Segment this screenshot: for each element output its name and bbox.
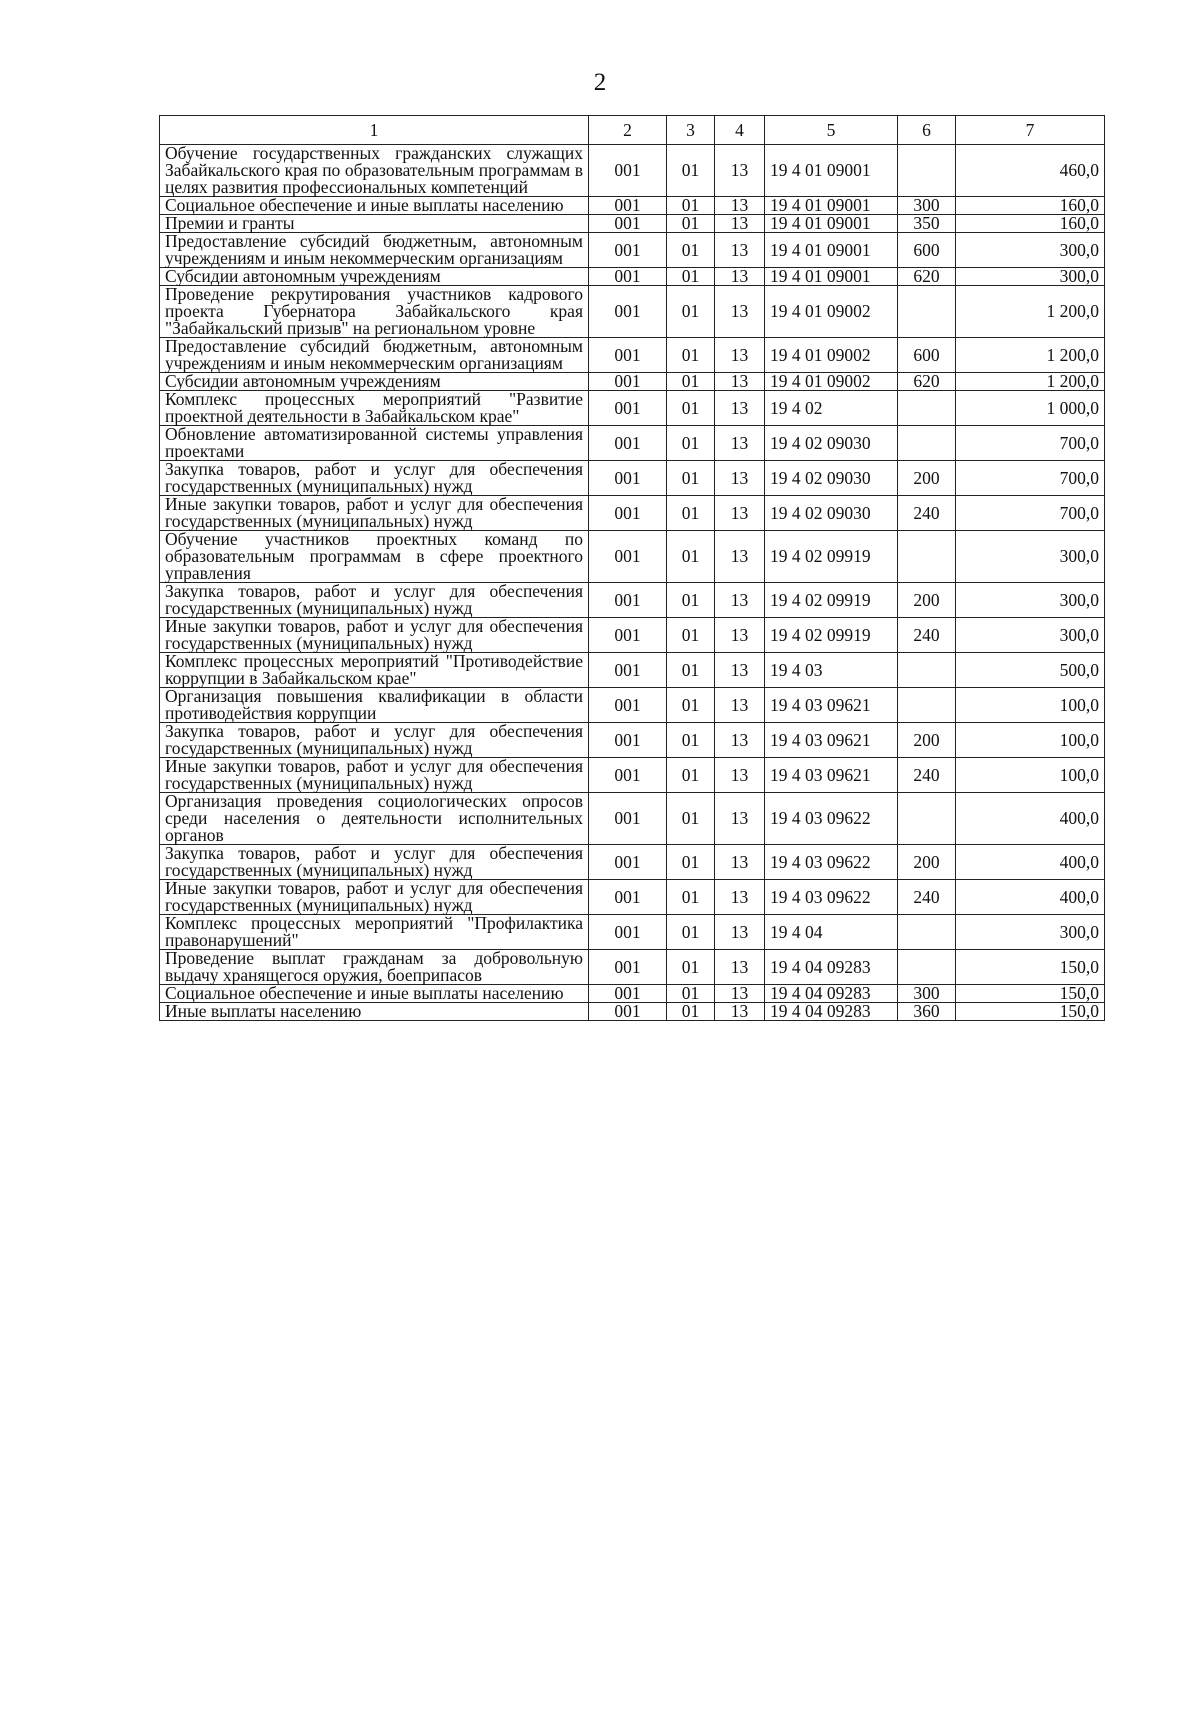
section-code-cell: 01 [667, 391, 715, 426]
table-row [160, 461, 1105, 496]
section-code-cell: 01 [667, 373, 715, 391]
chapter-code-cell: 001 [589, 338, 667, 373]
amount-cell: 300,0 [956, 268, 1105, 286]
table-row [160, 233, 1105, 268]
section-code-cell: 01 [667, 426, 715, 461]
chapter-code-cell: 001 [589, 145, 667, 197]
subsection-code-cell: 13 [715, 758, 765, 793]
table-row [160, 880, 1105, 915]
chapter-code-cell: 001 [589, 950, 667, 985]
section-code-cell: 01 [667, 583, 715, 618]
target-article-cell: 19 4 03 09622 [765, 845, 898, 880]
subsection-code-cell: 13 [715, 845, 765, 880]
budget-table [159, 115, 1105, 1021]
section-code-cell: 01 [667, 145, 715, 197]
section-code-cell: 01 [667, 880, 715, 915]
row-name-cell: Субсидии автономным учреждениям [160, 373, 589, 391]
chapter-code-cell: 001 [589, 197, 667, 215]
section-code-cell: 01 [667, 1003, 715, 1021]
section-code-cell: 01 [667, 758, 715, 793]
section-code-cell: 01 [667, 531, 715, 583]
table-row [160, 845, 1105, 880]
section-code-cell: 01 [667, 950, 715, 985]
table-row [160, 688, 1105, 723]
subsection-code-cell: 13 [715, 950, 765, 985]
chapter-code-cell: 001 [589, 880, 667, 915]
subsection-code-cell: 13 [715, 496, 765, 531]
chapter-code-cell: 001 [589, 985, 667, 1003]
amount-cell: 160,0 [956, 197, 1105, 215]
subsection-code-cell: 13 [715, 618, 765, 653]
subsection-code-cell: 13 [715, 233, 765, 268]
section-code-cell: 01 [667, 197, 715, 215]
row-name-cell: Проведение рекрутирования участников кадрового проекта Губернатора Забайкальского края "Забайкальский призыв" на региональном уровне [160, 286, 589, 338]
row-name-cell: Обучение участников проектных команд по образовательным программам в сфере проектного управления [160, 531, 589, 583]
section-code-cell: 01 [667, 688, 715, 723]
section-code-cell: 01 [667, 338, 715, 373]
expense-type-cell [898, 950, 956, 985]
subsection-code-cell: 13 [715, 723, 765, 758]
expense-type-cell: 200 [898, 845, 956, 880]
chapter-code-cell: 001 [589, 653, 667, 688]
table-row [160, 723, 1105, 758]
row-name-cell: Закупка товаров, работ и услуг для обеспечения государственных (муниципальных) нужд [160, 583, 589, 618]
subsection-code-cell: 13 [715, 583, 765, 618]
target-article-cell: 19 4 01 09002 [765, 373, 898, 391]
amount-cell: 400,0 [956, 793, 1105, 845]
table-row [160, 391, 1105, 426]
chapter-code-cell: 001 [589, 1003, 667, 1021]
target-article-cell: 19 4 03 09621 [765, 723, 898, 758]
chapter-code-cell: 001 [589, 233, 667, 268]
target-article-cell: 19 4 04 [765, 915, 898, 950]
target-article-cell: 19 4 04 09283 [765, 985, 898, 1003]
section-code-cell: 01 [667, 723, 715, 758]
chapter-code-cell: 001 [589, 758, 667, 793]
chapter-code-cell: 001 [589, 426, 667, 461]
chapter-code-cell: 001 [589, 688, 667, 723]
amount-cell: 300,0 [956, 583, 1105, 618]
table-row [160, 426, 1105, 461]
row-name-cell: Комплекс процессных мероприятий "Профилактика правонарушений" [160, 915, 589, 950]
subsection-code-cell: 13 [715, 373, 765, 391]
table-row [160, 950, 1105, 985]
target-article-cell: 19 4 02 09030 [765, 426, 898, 461]
row-name-cell: Предоставление субсидий бюджетным, автономным учреждениям и иным некоммерческим организациям [160, 338, 589, 373]
chapter-code-cell: 001 [589, 531, 667, 583]
column-header-1: 1 [160, 116, 589, 145]
amount-cell: 500,0 [956, 653, 1105, 688]
row-name-cell: Премии и гранты [160, 215, 589, 233]
chapter-code-cell: 001 [589, 915, 667, 950]
expense-type-cell [898, 391, 956, 426]
amount-cell: 460,0 [956, 145, 1105, 197]
target-article-cell: 19 4 01 09001 [765, 145, 898, 197]
chapter-code-cell: 001 [589, 618, 667, 653]
amount-cell: 300,0 [956, 531, 1105, 583]
expense-type-cell: 240 [898, 618, 956, 653]
column-header-4: 4 [715, 116, 765, 145]
section-code-cell: 01 [667, 985, 715, 1003]
table-row [160, 373, 1105, 391]
amount-cell: 400,0 [956, 845, 1105, 880]
amount-cell: 700,0 [956, 426, 1105, 461]
table-row [160, 268, 1105, 286]
subsection-code-cell: 13 [715, 1003, 765, 1021]
subsection-code-cell: 13 [715, 985, 765, 1003]
subsection-code-cell: 13 [715, 793, 765, 845]
target-article-cell: 19 4 01 09001 [765, 233, 898, 268]
table-row [160, 338, 1105, 373]
amount-cell: 1 200,0 [956, 373, 1105, 391]
subsection-code-cell: 13 [715, 915, 765, 950]
expense-type-cell: 620 [898, 268, 956, 286]
chapter-code-cell: 001 [589, 723, 667, 758]
amount-cell: 100,0 [956, 688, 1105, 723]
page-number: 2 [593, 69, 607, 96]
column-header-6: 6 [898, 116, 956, 145]
amount-cell: 300,0 [956, 233, 1105, 268]
table-row [160, 197, 1105, 215]
table-row [160, 215, 1105, 233]
chapter-code-cell: 001 [589, 793, 667, 845]
subsection-code-cell: 13 [715, 426, 765, 461]
row-name-cell: Предоставление субсидий бюджетным, автономным учреждениям и иным некоммерческим организациям [160, 233, 589, 268]
section-code-cell: 01 [667, 845, 715, 880]
amount-cell: 1 200,0 [956, 338, 1105, 373]
section-code-cell: 01 [667, 496, 715, 531]
row-name-cell: Закупка товаров, работ и услуг для обеспечения государственных (муниципальных) нужд [160, 723, 589, 758]
target-article-cell: 19 4 02 09919 [765, 583, 898, 618]
chapter-code-cell: 001 [589, 583, 667, 618]
row-name-cell: Субсидии автономным учреждениям [160, 268, 589, 286]
expense-type-cell: 200 [898, 461, 956, 496]
target-article-cell: 19 4 01 09001 [765, 197, 898, 215]
table-row [160, 531, 1105, 583]
section-code-cell: 01 [667, 653, 715, 688]
subsection-code-cell: 13 [715, 531, 765, 583]
section-code-cell: 01 [667, 618, 715, 653]
target-article-cell: 19 4 04 09283 [765, 950, 898, 985]
row-name-cell: Иные выплаты населению [160, 1003, 589, 1021]
expense-type-cell: 600 [898, 233, 956, 268]
subsection-code-cell: 13 [715, 215, 765, 233]
table-row [160, 1003, 1105, 1021]
section-code-cell: 01 [667, 233, 715, 268]
row-name-cell: Социальное обеспечение и иные выплаты населению [160, 985, 589, 1003]
row-name-cell: Закупка товаров, работ и услуг для обеспечения государственных (муниципальных) нужд [160, 845, 589, 880]
amount-cell: 100,0 [956, 723, 1105, 758]
subsection-code-cell: 13 [715, 461, 765, 496]
section-code-cell: 01 [667, 268, 715, 286]
target-article-cell: 19 4 02 09919 [765, 618, 898, 653]
chapter-code-cell: 001 [589, 391, 667, 426]
amount-cell: 400,0 [956, 880, 1105, 915]
amount-cell: 150,0 [956, 1003, 1105, 1021]
row-name-cell: Иные закупки товаров, работ и услуг для обеспечения государственных (муниципальных) нужд [160, 618, 589, 653]
table-header-row [160, 116, 1105, 145]
expense-type-cell [898, 653, 956, 688]
section-code-cell: 01 [667, 461, 715, 496]
expense-type-cell: 620 [898, 373, 956, 391]
row-name-cell: Социальное обеспечение и иные выплаты населению [160, 197, 589, 215]
row-name-cell: Иные закупки товаров, работ и услуг для обеспечения государственных (муниципальных) нужд [160, 880, 589, 915]
amount-cell: 160,0 [956, 215, 1105, 233]
row-name-cell: Организация повышения квалификации в области противодействия коррупции [160, 688, 589, 723]
expense-type-cell [898, 286, 956, 338]
target-article-cell: 19 4 02 09919 [765, 531, 898, 583]
column-header-3: 3 [667, 116, 715, 145]
table-row [160, 145, 1105, 197]
amount-cell: 300,0 [956, 618, 1105, 653]
expense-type-cell: 600 [898, 338, 956, 373]
chapter-code-cell: 001 [589, 373, 667, 391]
section-code-cell: 01 [667, 915, 715, 950]
expense-type-cell [898, 145, 956, 197]
target-article-cell: 19 4 02 09030 [765, 461, 898, 496]
column-header-2: 2 [589, 116, 667, 145]
target-article-cell: 19 4 04 09283 [765, 1003, 898, 1021]
target-article-cell: 19 4 03 09622 [765, 793, 898, 845]
row-name-cell: Закупка товаров, работ и услуг для обеспечения государственных (муниципальных) нужд [160, 461, 589, 496]
subsection-code-cell: 13 [715, 880, 765, 915]
expense-type-cell: 240 [898, 496, 956, 531]
target-article-cell: 19 4 03 [765, 653, 898, 688]
chapter-code-cell: 001 [589, 496, 667, 531]
target-article-cell: 19 4 01 09001 [765, 215, 898, 233]
row-name-cell: Иные закупки товаров, работ и услуг для обеспечения государственных (муниципальных) нужд [160, 758, 589, 793]
table-row [160, 583, 1105, 618]
table-row [160, 793, 1105, 845]
subsection-code-cell: 13 [715, 268, 765, 286]
expense-type-cell: 350 [898, 215, 956, 233]
amount-cell: 1 200,0 [956, 286, 1105, 338]
row-name-cell: Иные закупки товаров, работ и услуг для обеспечения государственных (муниципальных) нужд [160, 496, 589, 531]
table-row [160, 758, 1105, 793]
row-name-cell: Организация проведения социологических опросов среди населения о деятельности исполнительных органов [160, 793, 589, 845]
expense-type-cell [898, 426, 956, 461]
subsection-code-cell: 13 [715, 286, 765, 338]
amount-cell: 150,0 [956, 985, 1105, 1003]
subsection-code-cell: 13 [715, 338, 765, 373]
expense-type-cell [898, 793, 956, 845]
section-code-cell: 01 [667, 793, 715, 845]
subsection-code-cell: 13 [715, 653, 765, 688]
expense-type-cell: 240 [898, 758, 956, 793]
amount-cell: 100,0 [956, 758, 1105, 793]
expense-type-cell: 300 [898, 985, 956, 1003]
column-header-7: 7 [956, 116, 1105, 145]
subsection-code-cell: 13 [715, 197, 765, 215]
row-name-cell: Обновление автоматизированной системы управления проектами [160, 426, 589, 461]
expense-type-cell: 200 [898, 723, 956, 758]
expense-type-cell: 240 [898, 880, 956, 915]
subsection-code-cell: 13 [715, 391, 765, 426]
chapter-code-cell: 001 [589, 268, 667, 286]
table-body [160, 145, 1105, 1021]
amount-cell: 1 000,0 [956, 391, 1105, 426]
amount-cell: 700,0 [956, 461, 1105, 496]
column-header-5: 5 [765, 116, 898, 145]
target-article-cell: 19 4 02 09030 [765, 496, 898, 531]
target-article-cell: 19 4 01 09002 [765, 286, 898, 338]
row-name-cell: Обучение государственных гражданских служащих Забайкальского края по образовательным программам в целях развития профессиональных компетенций [160, 145, 589, 197]
expense-type-cell [898, 531, 956, 583]
row-name-cell: Комплекс процессных мероприятий "Развитие проектной деятельности в Забайкальском крае" [160, 391, 589, 426]
table-row [160, 618, 1105, 653]
expense-type-cell: 360 [898, 1003, 956, 1021]
chapter-code-cell: 001 [589, 845, 667, 880]
amount-cell: 150,0 [956, 950, 1105, 985]
amount-cell: 300,0 [956, 915, 1105, 950]
table-row [160, 653, 1105, 688]
subsection-code-cell: 13 [715, 145, 765, 197]
target-article-cell: 19 4 03 09621 [765, 688, 898, 723]
target-article-cell: 19 4 01 09001 [765, 268, 898, 286]
expense-type-cell [898, 915, 956, 950]
table-row [160, 915, 1105, 950]
subsection-code-cell: 13 [715, 688, 765, 723]
expense-type-cell: 200 [898, 583, 956, 618]
target-article-cell: 19 4 02 [765, 391, 898, 426]
amount-cell: 700,0 [956, 496, 1105, 531]
table-row [160, 985, 1105, 1003]
expense-type-cell [898, 688, 956, 723]
expense-type-cell: 300 [898, 197, 956, 215]
target-article-cell: 19 4 01 09002 [765, 338, 898, 373]
target-article-cell: 19 4 03 09621 [765, 758, 898, 793]
chapter-code-cell: 001 [589, 461, 667, 496]
section-code-cell: 01 [667, 215, 715, 233]
target-article-cell: 19 4 03 09622 [765, 880, 898, 915]
table-row [160, 496, 1105, 531]
chapter-code-cell: 001 [589, 215, 667, 233]
chapter-code-cell: 001 [589, 286, 667, 338]
section-code-cell: 01 [667, 286, 715, 338]
table-row [160, 286, 1105, 338]
row-name-cell: Проведение выплат гражданам за добровольную выдачу хранящегося оружия, боеприпасов [160, 950, 589, 985]
row-name-cell: Комплекс процессных мероприятий "Противодействие коррупции в Забайкальском крае" [160, 653, 589, 688]
